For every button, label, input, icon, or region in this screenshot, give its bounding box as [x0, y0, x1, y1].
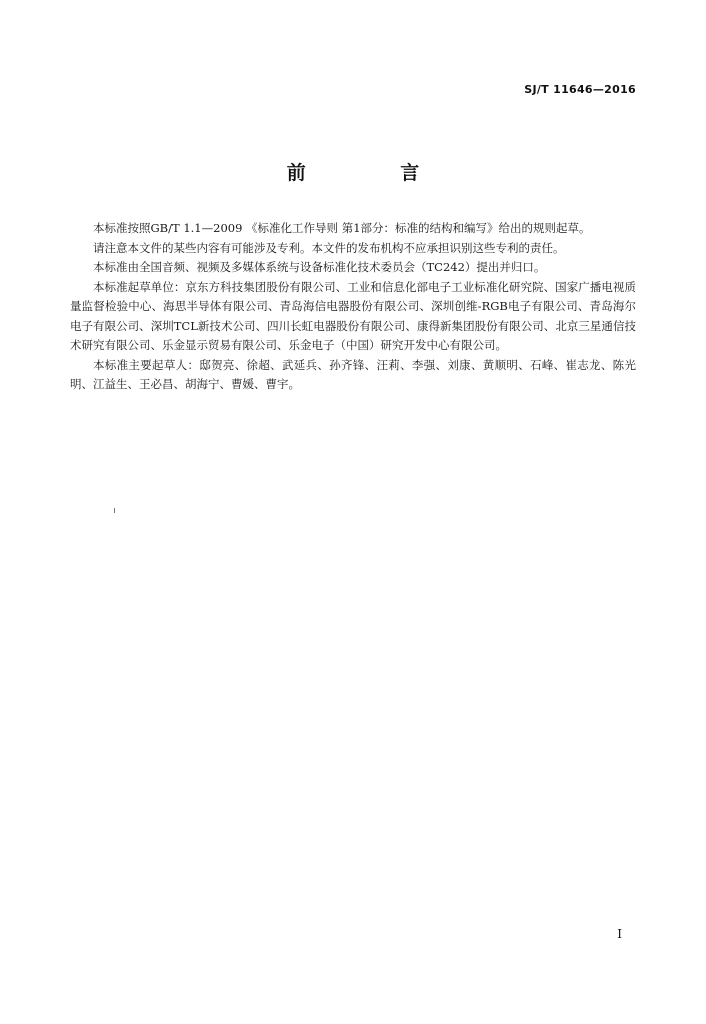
foreword-body [70, 219, 636, 395]
scan-speck [114, 508, 115, 513]
page-title: 前 言 [286, 162, 464, 184]
paragraph-drafters: 本标准主要起草人：邸贺亮、徐超、武延兵、孙齐锋、汪莉、李强、刘康、黄顺明、石峰、崔志龙、陈光明、江益生、王必昌、胡海宁、曹媛、曹宇。 [70, 357, 636, 391]
paragraph-drafting-rules: 本标准按照GB/T 1.1—2009 《标准化工作导则 第1部分：标准的结构和编写》给出的规则起草。 [93, 221, 591, 235]
document-code: SJ/T 11646—2016 [524, 83, 636, 96]
paragraph-drafting-units: 本标准起草单位：京东方科技集团股份有限公司、工业和信息化部电子工业标准化研究院、国家广播电视质量监督检验中心、海思半导体有限公司、青岛海信电器股份有限公司、深圳创维-RGB电子有限公司、青岛海尔电子有限公司、深圳TCL新技术公司、四川长虹电器股份有限公司、康得新集团股份有限公司、北京三星通信技术研究有限公司、乐金显示贸易有限公司、乐金电子（中国）研究开发中心有限公司。 [70, 279, 636, 352]
paragraph-patent-notice: 请注意本文件的某些内容有可能涉及专利。本文件的发布机构不应承担识别这些专利的责任。 [93, 240, 565, 255]
paragraph-proposer: 本标准由全国音频、视频及多媒体系统与设备标准化技术委员会（TC242）提出并归口。 [93, 260, 546, 274]
page-number: I [617, 927, 622, 941]
